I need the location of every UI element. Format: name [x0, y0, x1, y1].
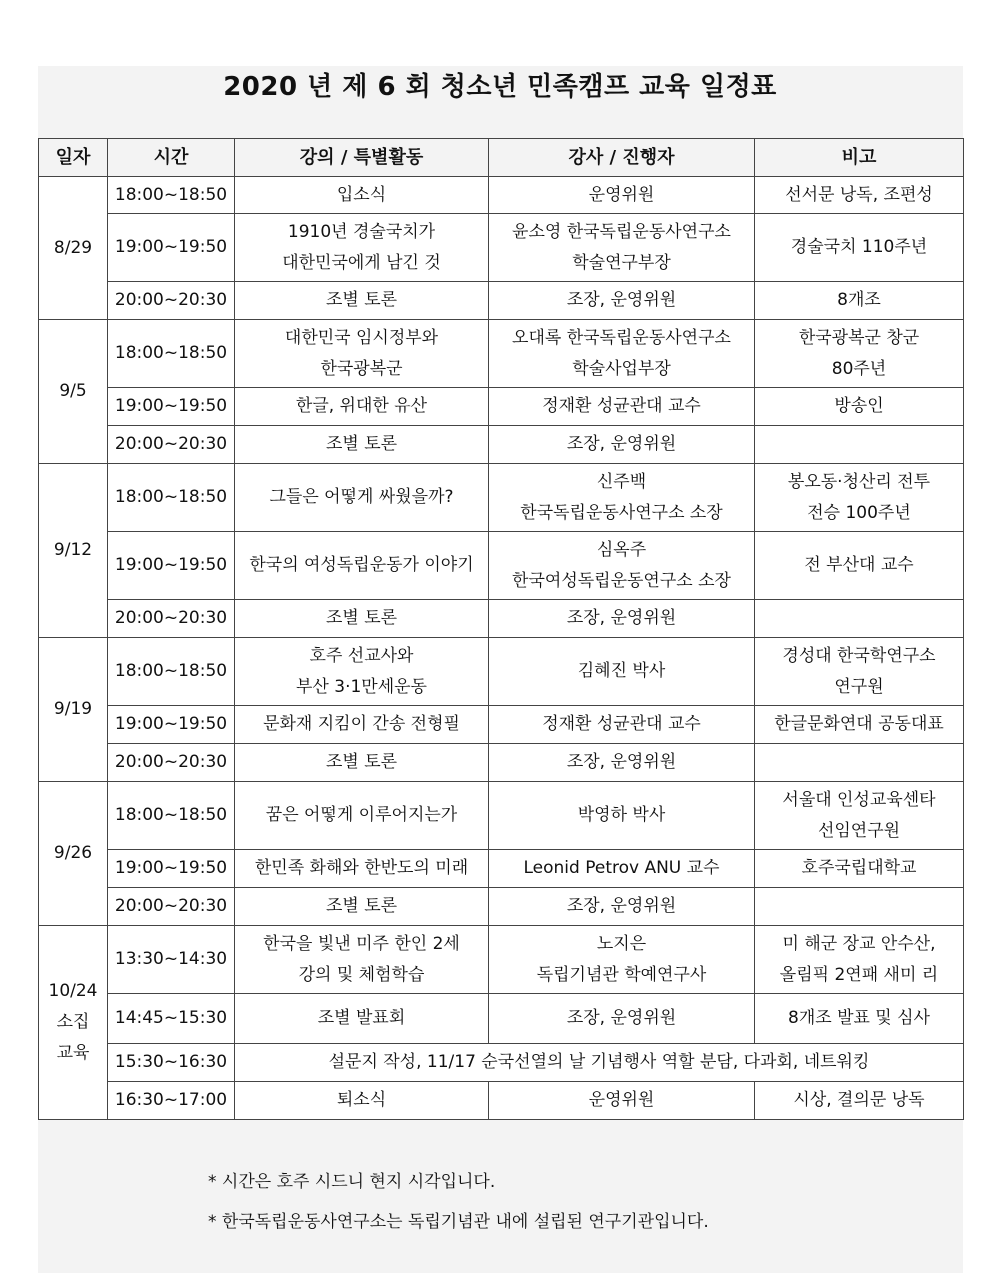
speaker-cell-line: 독립기념관 학예연구사: [536, 964, 707, 985]
note-cell-line: 8개조 발표 및 심사: [788, 1008, 930, 1028]
note-cell: [755, 850, 964, 888]
lecture-cell-line: 부산 3·1만세운동: [296, 676, 427, 697]
note-cell-line: 전승 100주년: [807, 502, 911, 523]
time-cell: 20:00~20:30: [108, 282, 235, 320]
lecture-cell-line: 대한민국에게 남긴 것: [282, 252, 441, 273]
note-cell: [755, 706, 964, 744]
date-cell-line: 8/29: [53, 237, 93, 258]
table-row: [39, 214, 964, 282]
note-cell-line: 선서문 낭독, 조편성: [785, 184, 933, 205]
time-cell: 19:00~19:50: [108, 214, 235, 282]
lecture-cell: [235, 214, 489, 282]
lecture-cell-line: 조별 토론: [325, 290, 398, 310]
lecture-cell: [235, 177, 489, 214]
lecture-cell-line: 한글, 위대한 유산: [295, 396, 428, 416]
time-cell: 16:30~17:00: [108, 1082, 235, 1120]
table-row: [39, 282, 964, 320]
speaker-cell: [489, 850, 755, 888]
table-row: [39, 600, 964, 638]
date-cell: [39, 464, 108, 638]
footnote-institute: * 한국독립운동사연구소는 독립기념관 내에 설립된 연구기관입니다.: [208, 1212, 709, 1232]
note-cell-line: 경성대 한국학연구소: [782, 645, 936, 666]
note-cell: [755, 388, 964, 426]
lecture-cell: [235, 888, 489, 926]
schedule-body: [39, 177, 964, 1120]
speaker-cell: [489, 600, 755, 638]
date-cell: [39, 177, 108, 320]
note-cell-line: 한국광복군 창군: [798, 327, 920, 348]
table-row: [39, 1082, 964, 1120]
date-cell: [39, 638, 108, 782]
time-cell: 18:00~18:50: [108, 464, 235, 532]
schedule-table: [38, 138, 964, 1120]
date-cell-line: 10/24: [48, 981, 98, 1001]
note-cell-line: 선임연구원: [817, 820, 901, 841]
table-row: [39, 706, 964, 744]
lecture-cell-line: 조별 토론: [325, 896, 398, 916]
speaker-cell-line: 한국독립운동사연구소 소장: [520, 502, 723, 523]
speaker-cell: [489, 888, 755, 926]
speaker-cell-line: 조장, 운영위원: [566, 290, 677, 310]
table-row: [39, 888, 964, 926]
lecture-cell-line: 꿈은 어떻게 이루어지는가: [265, 805, 458, 825]
speaker-cell: [489, 994, 755, 1044]
lecture-cell-line: 입소식: [336, 184, 387, 205]
note-cell-line: 서울대 인성교육센타: [782, 789, 936, 810]
note-cell: [755, 177, 964, 214]
note-cell: [755, 320, 964, 388]
note-cell: [755, 994, 964, 1044]
table-row: [39, 464, 964, 532]
date-cell: [39, 782, 108, 926]
note-cell: [755, 888, 964, 926]
lecture-cell-line: 1910년 경술국치가: [287, 221, 436, 242]
table-header-row: [39, 139, 964, 177]
time-cell: 13:30~14:30: [108, 926, 235, 994]
table-row: [39, 1044, 964, 1082]
time-cell: 18:00~18:50: [108, 177, 235, 214]
lecture-cell-line: 조별 토론: [325, 608, 398, 628]
note-cell: [755, 214, 964, 282]
note-cell-line: 8개조: [837, 290, 881, 310]
lecture-cell: [235, 706, 489, 744]
lecture-cell: [235, 850, 489, 888]
lecture-cell: [235, 926, 489, 994]
speaker-cell: [489, 1082, 755, 1120]
note-cell-line: 미 해군 장교 안수산,: [782, 933, 936, 954]
header-lecture: 강의 / 특별활동: [235, 139, 489, 177]
time-cell: 19:00~19:50: [108, 706, 235, 744]
note-cell: [755, 282, 964, 320]
note-cell: [755, 782, 964, 850]
speaker-cell: [489, 926, 755, 994]
time-cell: 14:45~15:30: [108, 994, 235, 1044]
speaker-cell-line: 정재환 성균관대 교수: [542, 714, 701, 734]
speaker-cell-line: 학술사업부장: [572, 358, 671, 379]
note-cell-line: 80주년: [831, 358, 887, 379]
speaker-cell: [489, 638, 755, 706]
speaker-cell-line: 학술연구부장: [572, 252, 671, 273]
note-cell: [755, 1082, 964, 1120]
speaker-cell-line: 김혜진 박사: [577, 661, 666, 681]
note-cell: [755, 426, 964, 464]
date-cell-line: 소집: [56, 1012, 90, 1032]
note-cell: [755, 532, 964, 600]
lecture-cell: [235, 600, 489, 638]
lecture-cell: [235, 320, 489, 388]
lecture-cell-line: 한국광복군: [320, 358, 403, 379]
speaker-cell: [489, 532, 755, 600]
lecture-cell: [235, 744, 489, 782]
note-cell-line: 경술국치 110주년: [790, 237, 928, 257]
speaker-cell: [489, 388, 755, 426]
lecture-cell-line: 조별 토론: [325, 434, 398, 454]
table-row: [39, 850, 964, 888]
table-row: [39, 994, 964, 1044]
speaker-cell-line: 조장, 운영위원: [566, 434, 677, 454]
date-cell-line: 9/26: [53, 843, 93, 863]
note-cell-line: 연구원: [834, 676, 884, 697]
lecture-cell-line: 그들은 어떻게 싸웠을까?: [269, 487, 454, 507]
speaker-cell: [489, 744, 755, 782]
lecture-cell: [235, 464, 489, 532]
header-time: 시간: [108, 139, 235, 177]
table-row: [39, 320, 964, 388]
lecture-cell: [235, 426, 489, 464]
speaker-cell-line: 조장, 운영위원: [566, 896, 677, 916]
time-cell: 18:00~18:50: [108, 638, 235, 706]
time-cell: 20:00~20:30: [108, 426, 235, 464]
speaker-cell: [489, 706, 755, 744]
time-cell: 20:00~20:30: [108, 744, 235, 782]
speaker-cell: [489, 782, 755, 850]
header-speaker: 강사 / 진행자: [489, 139, 755, 177]
table-row: [39, 426, 964, 464]
speaker-cell-line: 한국여성독립운동연구소 소장: [512, 570, 731, 591]
table-row: [39, 532, 964, 600]
note-cell: [755, 464, 964, 532]
time-cell: 20:00~20:30: [108, 600, 235, 638]
speaker-cell: [489, 426, 755, 464]
note-cell-line: 봉오동·청산리 전투: [787, 471, 931, 492]
speaker-cell: [489, 320, 755, 388]
lecture-cell: [235, 388, 489, 426]
lecture-cell: [235, 782, 489, 850]
table-row: [39, 638, 964, 706]
speaker-cell-line: 박영하 박사: [577, 805, 666, 825]
lecture-cell-line: 한국을 빛낸 미주 한인 2세: [263, 933, 460, 954]
speaker-cell-line: 조장, 운영위원: [566, 752, 677, 772]
page-title: 2020 년 제 6 회 청소년 민족캠프 교육 일정표: [223, 72, 777, 102]
date-cell-line: 9/12: [53, 540, 93, 560]
header-note: 비고: [755, 139, 964, 177]
time-cell: 18:00~18:50: [108, 320, 235, 388]
table-row: [39, 177, 964, 214]
speaker-cell: [489, 464, 755, 532]
lecture-cell: [235, 638, 489, 706]
lecture-cell-line: 문화재 지킴이 간송 전형필: [263, 714, 460, 734]
lecture-cell-line: 한국의 여성독립운동가 이야기: [249, 555, 474, 575]
speaker-cell-line: 노지은: [596, 933, 647, 954]
footnote-time: * 시간은 호주 시드니 현지 시각입니다.: [208, 1172, 496, 1192]
date-cell: [39, 320, 108, 464]
merged-activity-cell: 설문지 작성, 11/17 순국선열의 날 기념행사 역할 분담, 다과회, 네트워킹: [235, 1044, 964, 1082]
lecture-cell-line: 호주 선교사와: [309, 645, 414, 666]
lecture-cell: [235, 994, 489, 1044]
date-cell-line: 교육: [56, 1043, 90, 1063]
speaker-cell-line: 심옥주: [596, 539, 647, 560]
time-cell: 19:00~19:50: [108, 388, 235, 426]
speaker-cell-line: 조장, 운영위원: [566, 1008, 677, 1028]
lecture-cell-line: 대한민국 임시정부와: [284, 327, 439, 348]
note-cell-line: 올림픽 2연패 새미 리: [779, 964, 939, 985]
note-cell-line: 방송인: [834, 396, 884, 416]
speaker-cell-line: 윤소영 한국독립운동사연구소: [512, 221, 731, 242]
note-cell-line: 한글문화연대 공동대표: [774, 714, 944, 734]
time-cell: 19:00~19:50: [108, 850, 235, 888]
table-row: [39, 388, 964, 426]
lecture-cell-line: 강의 및 체험학습: [298, 964, 425, 985]
table-row: [39, 782, 964, 850]
lecture-cell-line: 한민족 화해와 한반도의 미래: [254, 858, 469, 878]
speaker-cell-line: 운영위원: [588, 184, 655, 205]
lecture-cell-line: 조별 발표회: [317, 1008, 406, 1028]
speaker-cell-line: 오대록 한국독립운동사연구소: [512, 327, 731, 348]
speaker-cell-line: Leonid Petrov ANU 교수: [523, 858, 720, 878]
lecture-cell: [235, 282, 489, 320]
speaker-cell: [489, 214, 755, 282]
lecture-cell: [235, 532, 489, 600]
lecture-cell-line: 퇴소식: [336, 1090, 387, 1110]
lecture-cell-line: 조별 토론: [325, 752, 398, 772]
date-cell: [39, 926, 108, 1120]
time-cell: 15:30~16:30: [108, 1044, 235, 1082]
date-cell-line: 9/5: [59, 381, 87, 401]
speaker-cell-line: 조장, 운영위원: [566, 608, 677, 628]
time-cell: 18:00~18:50: [108, 782, 235, 850]
time-cell: 20:00~20:30: [108, 888, 235, 926]
note-cell-line: 전 부산대 교수: [804, 555, 914, 575]
speaker-cell: [489, 282, 755, 320]
lecture-cell: [235, 1082, 489, 1120]
date-cell-line: 9/19: [53, 699, 93, 719]
table-row: [39, 744, 964, 782]
speaker-cell-line: 신주백: [596, 471, 647, 492]
note-cell: [755, 744, 964, 782]
note-cell: [755, 638, 964, 706]
speaker-cell-line: 정재환 성균관대 교수: [542, 396, 701, 416]
note-cell: [755, 600, 964, 638]
footnotes: [208, 1166, 709, 1246]
speaker-cell: [489, 177, 755, 214]
note-cell: [755, 926, 964, 994]
header-date: 일자: [39, 139, 108, 177]
note-cell-line: 시상, 결의문 낭독: [793, 1090, 925, 1110]
table-row: [39, 926, 964, 994]
speaker-cell-line: 운영위원: [588, 1090, 655, 1110]
note-cell-line: 호주국립대학교: [801, 858, 917, 878]
time-cell: 19:00~19:50: [108, 532, 235, 600]
